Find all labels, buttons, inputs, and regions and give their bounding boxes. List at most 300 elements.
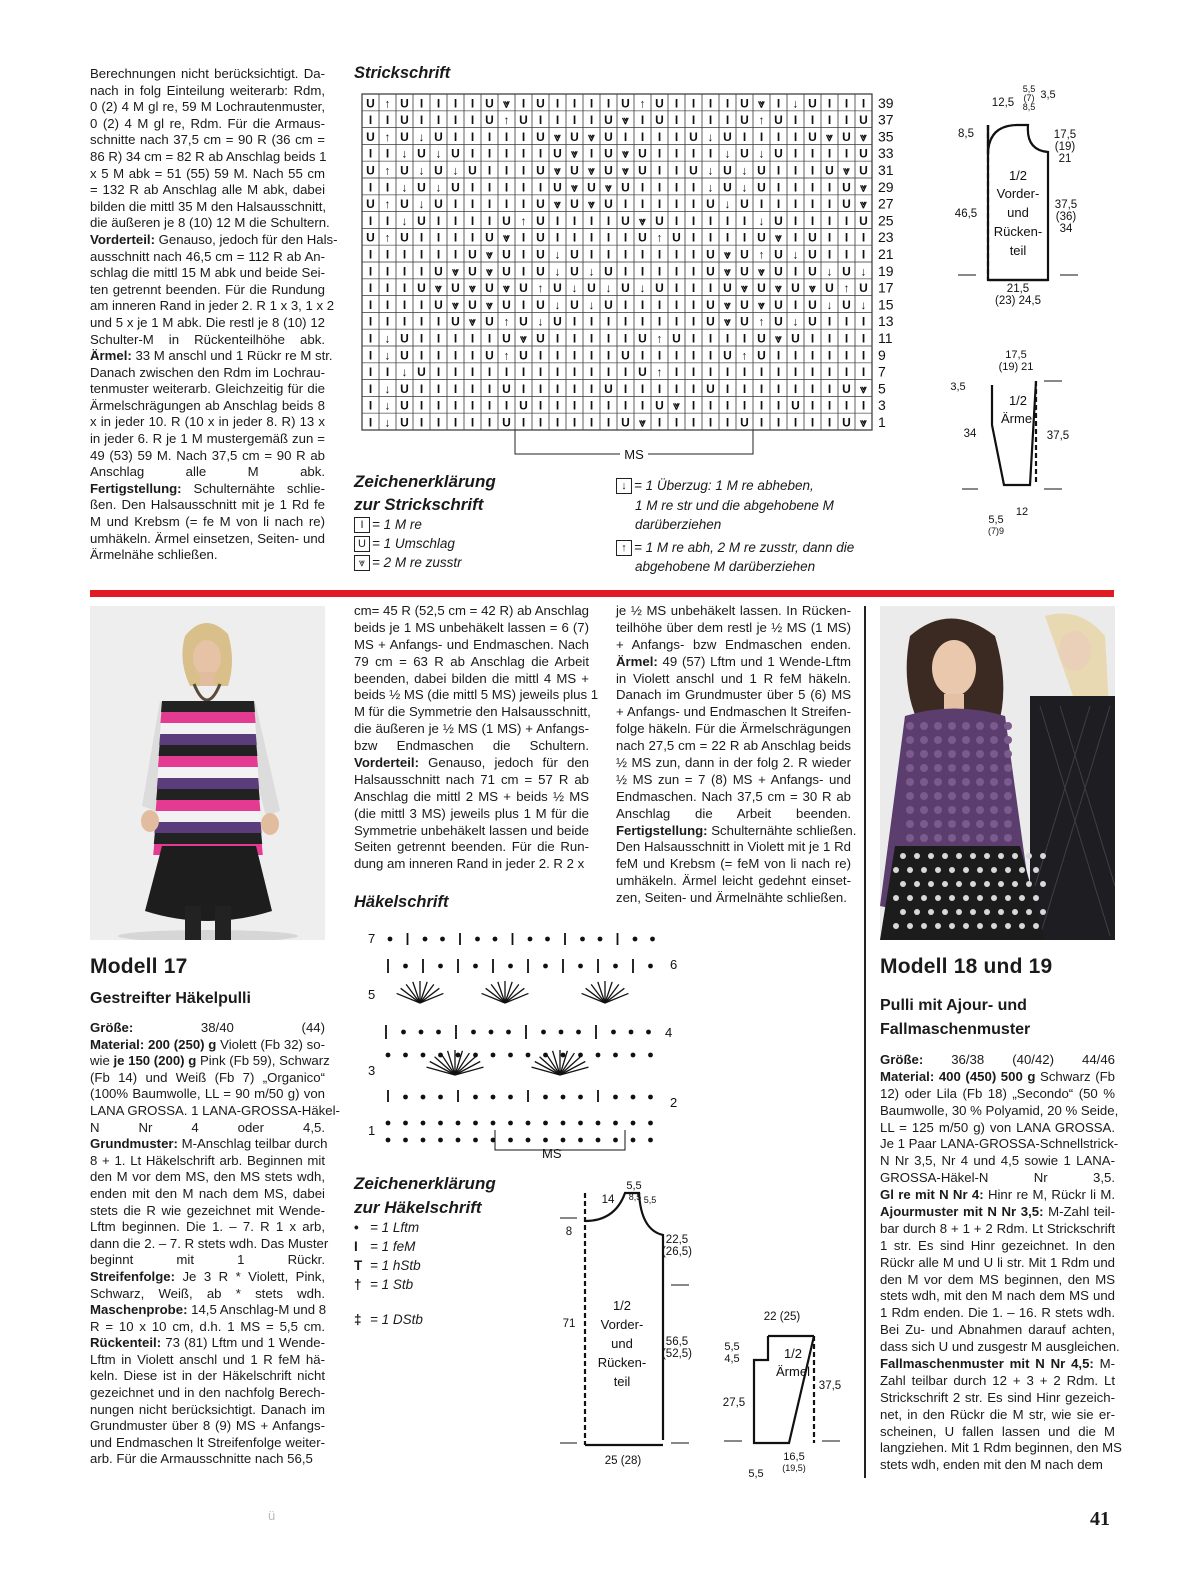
chart-row-number: 3 bbox=[368, 1063, 376, 1078]
text-line bbox=[90, 1053, 330, 1070]
chart-symbol: ↓ bbox=[571, 281, 578, 296]
text-line bbox=[90, 249, 325, 266]
chart-symbol: I bbox=[453, 381, 458, 396]
text-run: stets die R wie gezeichnet mit Wende- bbox=[90, 1202, 325, 1218]
schema-front-back-top bbox=[948, 80, 1098, 310]
chart-symbol: ↓ bbox=[452, 163, 459, 178]
chart-symbol: I bbox=[810, 398, 815, 413]
text-line bbox=[880, 1187, 1115, 1204]
chart-symbol: ↑ bbox=[384, 96, 391, 111]
text-line bbox=[880, 1086, 1115, 1103]
lace-motif bbox=[906, 792, 914, 800]
chart-symbol: I bbox=[742, 129, 747, 144]
polka-dot bbox=[1012, 909, 1018, 915]
chart-symbol: U bbox=[621, 281, 630, 296]
chart-symbol: I bbox=[419, 113, 424, 128]
text-run: 8 + 1. Lt Häkelschrift arb. Beginnen mit bbox=[90, 1152, 325, 1168]
strickschrift-chart bbox=[356, 90, 916, 462]
lace-motif bbox=[920, 806, 928, 814]
chart-symbol: I bbox=[793, 213, 798, 228]
chart-symbol: ⩔ bbox=[758, 264, 765, 279]
chart-symbol: U bbox=[519, 281, 528, 296]
chart-symbol: I bbox=[487, 163, 492, 178]
chart-symbol: U bbox=[689, 163, 698, 178]
text-line bbox=[90, 1402, 325, 1419]
chart-symbol: ⩔ bbox=[741, 281, 748, 296]
chart-symbol: I bbox=[589, 348, 594, 363]
chain-stitch-icon bbox=[613, 1095, 618, 1100]
chart-symbol: I bbox=[827, 197, 832, 212]
chart-symbol: I bbox=[572, 230, 577, 245]
chain-stitch-icon bbox=[421, 1138, 426, 1143]
polka-dot bbox=[1033, 923, 1039, 929]
chart-symbol: I bbox=[674, 348, 679, 363]
chart-symbol: ⩔ bbox=[452, 297, 459, 312]
schema-label: (36) bbox=[1055, 211, 1077, 223]
chart-symbol: ↓ bbox=[401, 180, 408, 195]
chart-symbol: I bbox=[589, 415, 594, 430]
text-line bbox=[616, 603, 851, 620]
chart-symbol: I bbox=[725, 96, 730, 111]
chain-stitch-icon bbox=[543, 964, 548, 969]
chain-stitch-icon bbox=[528, 937, 533, 942]
legend-haekel-items bbox=[354, 1218, 504, 1329]
chart-symbol: ↓ bbox=[401, 146, 408, 161]
chart-symbol: ↓ bbox=[792, 247, 799, 262]
chart-symbol: U bbox=[604, 197, 613, 212]
sweater-stripe bbox=[154, 833, 262, 844]
chart-symbol: U bbox=[485, 348, 494, 363]
chart-symbol: I bbox=[419, 247, 424, 262]
chart-symbol: I bbox=[470, 398, 475, 413]
text-line bbox=[90, 348, 333, 365]
chart-symbol: U bbox=[417, 365, 426, 380]
chart-row-number: 15 bbox=[878, 296, 894, 313]
chart-symbol: ⩔ bbox=[503, 281, 510, 296]
chart-symbol: U bbox=[604, 129, 613, 144]
chart-symbol: I bbox=[623, 331, 628, 346]
chart-symbol: I bbox=[657, 163, 662, 178]
sweater-stripe bbox=[154, 822, 261, 833]
lace-motif bbox=[962, 736, 970, 744]
chart-symbol: U bbox=[638, 146, 647, 161]
chart-symbol: I bbox=[538, 348, 543, 363]
chart-symbol: U bbox=[400, 348, 409, 363]
polka-dot bbox=[1012, 853, 1018, 859]
chart-symbol: I bbox=[504, 163, 509, 178]
text-line bbox=[90, 531, 325, 548]
chart-symbol: I bbox=[623, 247, 628, 262]
chart-symbol: U bbox=[536, 247, 545, 262]
chain-stitch-icon bbox=[561, 1121, 566, 1126]
chart-symbol: I bbox=[538, 365, 543, 380]
chart-symbol: I bbox=[657, 197, 662, 212]
chart-symbol: I bbox=[759, 398, 764, 413]
chart-symbol: ↓ bbox=[741, 180, 748, 195]
chart-symbol: ⩔ bbox=[571, 180, 578, 195]
chart-symbol: I bbox=[725, 213, 730, 228]
chart-symbol: U bbox=[604, 163, 613, 178]
chart-symbol: I bbox=[691, 331, 696, 346]
chart-symbol: U bbox=[417, 180, 426, 195]
text-run: + Anfangs- und Endmaschen lt Streifen- bbox=[616, 704, 851, 720]
chart-symbol: ↓ bbox=[537, 314, 544, 329]
text-run: in jeder 6. R je 1 M mustergemäß zun = bbox=[90, 431, 325, 447]
chart-symbol: U bbox=[553, 146, 562, 161]
text-bold: je 150 (200) g bbox=[113, 1053, 197, 1069]
chart-symbol: I bbox=[470, 213, 475, 228]
chain-stitch-icon bbox=[456, 1138, 461, 1143]
chart-symbol: I bbox=[521, 163, 526, 178]
text-line bbox=[354, 823, 589, 840]
chart-symbol: I bbox=[640, 398, 645, 413]
chart-symbol: ⩔ bbox=[435, 281, 442, 296]
text-run: langziehen. Mit 1 Rdm beginnen, den MS bbox=[880, 1440, 1122, 1456]
chart-symbol: I bbox=[419, 264, 424, 279]
chart-symbol: I bbox=[368, 180, 373, 195]
chart-symbol: U bbox=[706, 264, 715, 279]
chart-symbol: I bbox=[521, 297, 526, 312]
schema-label: (19) 21 bbox=[998, 361, 1034, 373]
schema-label: 3,5 bbox=[950, 381, 966, 393]
lace-motif bbox=[962, 750, 970, 758]
chain-stitch-icon bbox=[491, 1095, 496, 1100]
text-run: 1 Rdm enden. Die 1. – 16. R stets wdh. bbox=[880, 1305, 1115, 1321]
text-line bbox=[90, 182, 325, 199]
text-run: umhäkeln. Ärmel leicht gedehnt einset- bbox=[616, 873, 851, 889]
model17-col1-text bbox=[90, 1020, 340, 1468]
text-line bbox=[880, 1221, 1115, 1238]
text-run: net, in den Rückr die M str, wie sie er- bbox=[880, 1406, 1115, 1422]
chart-symbol: I bbox=[759, 197, 764, 212]
chart-symbol: ⩔ bbox=[469, 314, 476, 329]
lace-motif bbox=[920, 778, 928, 786]
legend-item bbox=[354, 553, 594, 572]
polka-dot bbox=[970, 853, 976, 859]
chart-symbol: I bbox=[742, 381, 747, 396]
chart-symbol: I bbox=[504, 146, 509, 161]
text-line bbox=[354, 839, 589, 856]
chart-symbol: I bbox=[487, 146, 492, 161]
chart-symbol: U bbox=[757, 180, 766, 195]
chart-symbol: I bbox=[606, 230, 611, 245]
polka-dot bbox=[942, 909, 948, 915]
text-line bbox=[90, 1203, 325, 1220]
text-line bbox=[616, 620, 851, 637]
chart-symbol: I bbox=[844, 314, 849, 329]
chart-row-number: 33 bbox=[878, 145, 894, 162]
text-run: Strickschrift 2 str. Es sind Hinr gezeich- bbox=[880, 1389, 1115, 1405]
lace-motif bbox=[948, 834, 956, 842]
chart-symbol: U bbox=[485, 96, 494, 111]
lace-motif bbox=[1004, 750, 1012, 758]
chain-stitch-icon bbox=[440, 937, 445, 942]
schema-label: 1/2 bbox=[1008, 168, 1028, 183]
schema-label: 8,5 bbox=[1022, 102, 1036, 112]
text-line bbox=[90, 298, 335, 315]
chart-symbol: I bbox=[521, 146, 526, 161]
lace-motif bbox=[948, 750, 956, 758]
chart-symbol: ↑ bbox=[656, 331, 663, 346]
chart-symbol: ↑ bbox=[758, 247, 765, 262]
chart-symbol: ↑ bbox=[384, 163, 391, 178]
chart-symbol: I bbox=[844, 96, 849, 111]
text-run: bzw Endmaschen die Schultern. bbox=[354, 738, 589, 754]
text-run: enden mit den M nach dem MS, dabei bbox=[90, 1185, 325, 1201]
chain-stitch-icon bbox=[561, 1095, 566, 1100]
legend-symbol-icon: T bbox=[354, 1258, 363, 1273]
schema-label: 5,5 bbox=[988, 514, 1004, 526]
chart-symbol: I bbox=[385, 365, 390, 380]
chart-symbol: U bbox=[638, 365, 647, 380]
chart-symbol: I bbox=[487, 331, 492, 346]
chart-symbol: I bbox=[827, 180, 832, 195]
text-line bbox=[880, 1102, 1119, 1120]
text-line bbox=[880, 1052, 1115, 1069]
chart-symbol: I bbox=[674, 146, 679, 161]
chart-symbol: U bbox=[740, 297, 749, 312]
chart-symbol: I bbox=[691, 180, 696, 195]
text-run: cm= 45 R (52,5 cm = 42 R) ab Anschlag bbox=[354, 603, 589, 618]
chart-symbol: I bbox=[810, 381, 815, 396]
chain-stitch-icon bbox=[403, 1095, 408, 1100]
text-line bbox=[354, 654, 589, 671]
chart-symbol: I bbox=[827, 213, 832, 228]
text-line bbox=[880, 1407, 1115, 1424]
chart-symbol: I bbox=[555, 96, 560, 111]
sweater-stripe bbox=[157, 778, 259, 789]
chart-symbol: I bbox=[657, 415, 662, 430]
chart-symbol: U bbox=[859, 113, 868, 128]
text-run: je ½ MS unbehäkelt lassen. In Rücken- bbox=[616, 603, 851, 618]
chart-symbol: ⩔ bbox=[571, 146, 578, 161]
chain-stitch-icon bbox=[508, 1095, 513, 1100]
chain-stitch-icon bbox=[473, 1053, 478, 1058]
polka-dot bbox=[914, 909, 920, 915]
chart-symbol: I bbox=[572, 314, 577, 329]
chart-row-number: 27 bbox=[878, 195, 894, 212]
schema-label: (7)9 bbox=[987, 526, 1005, 536]
chart-symbol: U bbox=[808, 129, 817, 144]
text-run: bar durch 8 + 1 + 2 Rdm. Lt Strickschrift bbox=[880, 1220, 1115, 1236]
chart-symbol: U bbox=[638, 331, 647, 346]
text-bold: Fertigstellung: bbox=[90, 480, 182, 496]
polka-dot bbox=[893, 895, 899, 901]
chart-symbol: I bbox=[436, 230, 441, 245]
chain-stitch-icon bbox=[580, 937, 585, 942]
chart-symbol: ↓ bbox=[758, 213, 765, 228]
text-run: N Nr 4 oder 4,5. bbox=[90, 1119, 325, 1135]
chain-stitch-icon bbox=[576, 1030, 581, 1035]
chart-symbol: U bbox=[808, 230, 817, 245]
chart-symbol: I bbox=[487, 415, 492, 430]
chart-symbol: I bbox=[470, 348, 475, 363]
text-run: Je 1 Paar LANA-GROSSA-Schnellstrick- bbox=[880, 1136, 1119, 1152]
polka-dot bbox=[935, 895, 941, 901]
chart-symbol: ↓ bbox=[826, 264, 833, 279]
chart-symbol: ↓ bbox=[554, 297, 561, 312]
text-run: Grundmuster über 8 (9) MS + Anfangs- bbox=[90, 1418, 325, 1434]
chart-symbol: I bbox=[453, 365, 458, 380]
lace-motif bbox=[934, 778, 942, 786]
text-line bbox=[90, 1319, 325, 1336]
polka-dot bbox=[942, 853, 948, 859]
polka-dot bbox=[1019, 867, 1025, 873]
haekelschrift-chart bbox=[360, 925, 690, 1165]
chart-symbol: I bbox=[861, 247, 866, 262]
polka-dot bbox=[1026, 909, 1032, 915]
chart-symbol: I bbox=[674, 281, 679, 296]
chart-symbol: ↑ bbox=[843, 281, 850, 296]
chart-symbol: ⩔ bbox=[758, 96, 765, 111]
text-run: Baumwolle, 30 % Polyamid, 20 % Seide, bbox=[880, 1102, 1119, 1118]
chart-symbol: I bbox=[725, 415, 730, 430]
chart-symbol: U bbox=[366, 129, 375, 144]
chart-symbol: I bbox=[368, 365, 373, 380]
polka-dot bbox=[1033, 867, 1039, 873]
chart-symbol: U bbox=[570, 197, 579, 212]
legend-item bbox=[354, 515, 594, 534]
text-line bbox=[616, 856, 851, 873]
chart-symbol: ↑ bbox=[741, 348, 748, 363]
chart-symbol: U bbox=[842, 297, 851, 312]
chain-stitch-icon bbox=[648, 1138, 653, 1143]
chart-symbol: I bbox=[589, 331, 594, 346]
chart-symbol: ↓ bbox=[384, 331, 391, 346]
chart-symbol: ↑ bbox=[503, 314, 510, 329]
chart-symbol: I bbox=[402, 247, 407, 262]
text-run: stets wdh, mit den M nach dem MS und bbox=[880, 1288, 1115, 1304]
polka-dot bbox=[914, 853, 920, 859]
polka-dot bbox=[1026, 853, 1032, 859]
text-bold: Vorderteil: bbox=[354, 755, 419, 771]
lace-motif bbox=[934, 834, 942, 842]
polka-dot bbox=[998, 853, 1004, 859]
polka-dot bbox=[963, 895, 969, 901]
chart-symbol: I bbox=[419, 331, 424, 346]
chart-symbol: U bbox=[842, 129, 851, 144]
chart-symbol: ↓ bbox=[554, 247, 561, 262]
text-run: den M vor dem MS beginnen, den MS bbox=[880, 1271, 1115, 1287]
polka-dot bbox=[935, 923, 941, 929]
text-run: beids je 1 MS unbehäkelt lassen = 6 (7) bbox=[354, 619, 589, 635]
chart-symbol: I bbox=[572, 213, 577, 228]
text-run: LANA GROSSA. 1 LANA-GROSSA-Häkel- bbox=[90, 1102, 340, 1118]
chain-stitch-icon bbox=[508, 1053, 513, 1058]
chain-stitch-icon bbox=[629, 1030, 634, 1035]
chart-symbol: I bbox=[861, 365, 866, 380]
text-run: 49 (53) 59 M. Nach 37,5 cm = 90 R ab bbox=[90, 447, 325, 463]
polka-dot bbox=[963, 923, 969, 929]
text-run: nach in folg Einteilung weiterarb: Rdm, bbox=[90, 82, 325, 98]
chart-symbol: ↑ bbox=[503, 113, 510, 128]
chart-symbol: I bbox=[708, 113, 713, 128]
chain-stitch-icon bbox=[386, 1053, 391, 1058]
text-line bbox=[354, 772, 589, 789]
chart-symbol: U bbox=[740, 113, 749, 128]
text-line bbox=[354, 806, 589, 823]
text-line bbox=[90, 99, 325, 116]
chart-symbol: I bbox=[708, 230, 713, 245]
schema-label: 56,5 bbox=[665, 1336, 689, 1348]
chart-symbol: I bbox=[606, 348, 611, 363]
chart-symbol: ↑ bbox=[656, 230, 663, 245]
chart-symbol: I bbox=[725, 113, 730, 128]
text-line bbox=[90, 1136, 328, 1153]
text-run: 12) oder Lila (Fb 18) „Secondo“ (50 % bbox=[880, 1085, 1115, 1101]
chart-symbol: U bbox=[536, 230, 545, 245]
legend-text: = 1 Umschlag bbox=[372, 536, 455, 551]
polka-dot bbox=[1040, 909, 1046, 915]
chain-stitch-icon bbox=[631, 1138, 636, 1143]
chart-symbol: I bbox=[657, 146, 662, 161]
chart-symbol: I bbox=[640, 129, 645, 144]
chart-symbol: U bbox=[400, 398, 409, 413]
schema-label: 16,5 bbox=[783, 1451, 805, 1463]
chart-symbol: ⩔ bbox=[826, 129, 833, 144]
chart-symbol: U bbox=[536, 163, 545, 178]
text-run: M für die Symmetrie den Halsausschnitt, bbox=[354, 704, 591, 720]
chart-symbol: I bbox=[793, 365, 798, 380]
chain-stitch-icon bbox=[386, 1121, 391, 1126]
chart-symbol: I bbox=[538, 113, 543, 128]
chart-symbol: ↓ bbox=[384, 348, 391, 363]
chart-symbol: U bbox=[434, 264, 443, 279]
chart-symbol: U bbox=[502, 415, 511, 430]
text-run: beenden, dabei bilden die mittl 4 MS + bbox=[354, 670, 589, 686]
legend-symbol-icon: • bbox=[354, 1220, 359, 1235]
chart-symbol: I bbox=[589, 314, 594, 329]
chart-symbol: I bbox=[674, 180, 679, 195]
lace-motif bbox=[1004, 792, 1012, 800]
chart-symbol: I bbox=[861, 331, 866, 346]
chart-symbol: U bbox=[468, 297, 477, 312]
schema-label: 21 bbox=[1058, 153, 1072, 165]
chart-symbol: U bbox=[485, 113, 494, 128]
chart-symbol: I bbox=[487, 398, 492, 413]
text-line bbox=[90, 1451, 325, 1468]
chart-symbol: ↓ bbox=[724, 197, 731, 212]
chart-symbol: I bbox=[793, 197, 798, 212]
chart-symbol: U bbox=[859, 146, 868, 161]
chain-stitch-icon bbox=[489, 1030, 494, 1035]
chart-symbol: I bbox=[606, 96, 611, 111]
chart-symbol: I bbox=[708, 398, 713, 413]
lace-motif bbox=[962, 820, 970, 828]
chart-symbol: U bbox=[859, 281, 868, 296]
chart-symbol: ⩔ bbox=[486, 264, 493, 279]
chart-symbol: I bbox=[827, 230, 832, 245]
chart-symbol: U bbox=[825, 281, 834, 296]
text-run: Genauso, jedoch für den Hals- bbox=[154, 231, 338, 247]
text-run: Danach im Grundmuster über 5 (6) MS bbox=[616, 687, 851, 703]
text-line bbox=[880, 1170, 1115, 1187]
model18-19-subtitle-line2: Fallmaschenmuster bbox=[880, 1021, 1031, 1038]
text-line bbox=[90, 365, 325, 382]
chart-symbol: U bbox=[485, 281, 494, 296]
chain-stitch-icon bbox=[456, 1121, 461, 1126]
polka-dot bbox=[1033, 895, 1039, 901]
text-line bbox=[880, 1255, 1115, 1272]
chart-symbol: U bbox=[553, 314, 562, 329]
chart-symbol: ↑ bbox=[520, 213, 527, 228]
chart-symbol: I bbox=[453, 197, 458, 212]
schema-label: 37,5 bbox=[1054, 199, 1078, 211]
legend-item-line bbox=[616, 496, 876, 516]
text-run: Lftm beginnen. Die 1. – 7. R 1 x arb, bbox=[90, 1219, 325, 1235]
chain-stitch-icon bbox=[561, 1138, 566, 1143]
chart-symbol: U bbox=[723, 281, 732, 296]
